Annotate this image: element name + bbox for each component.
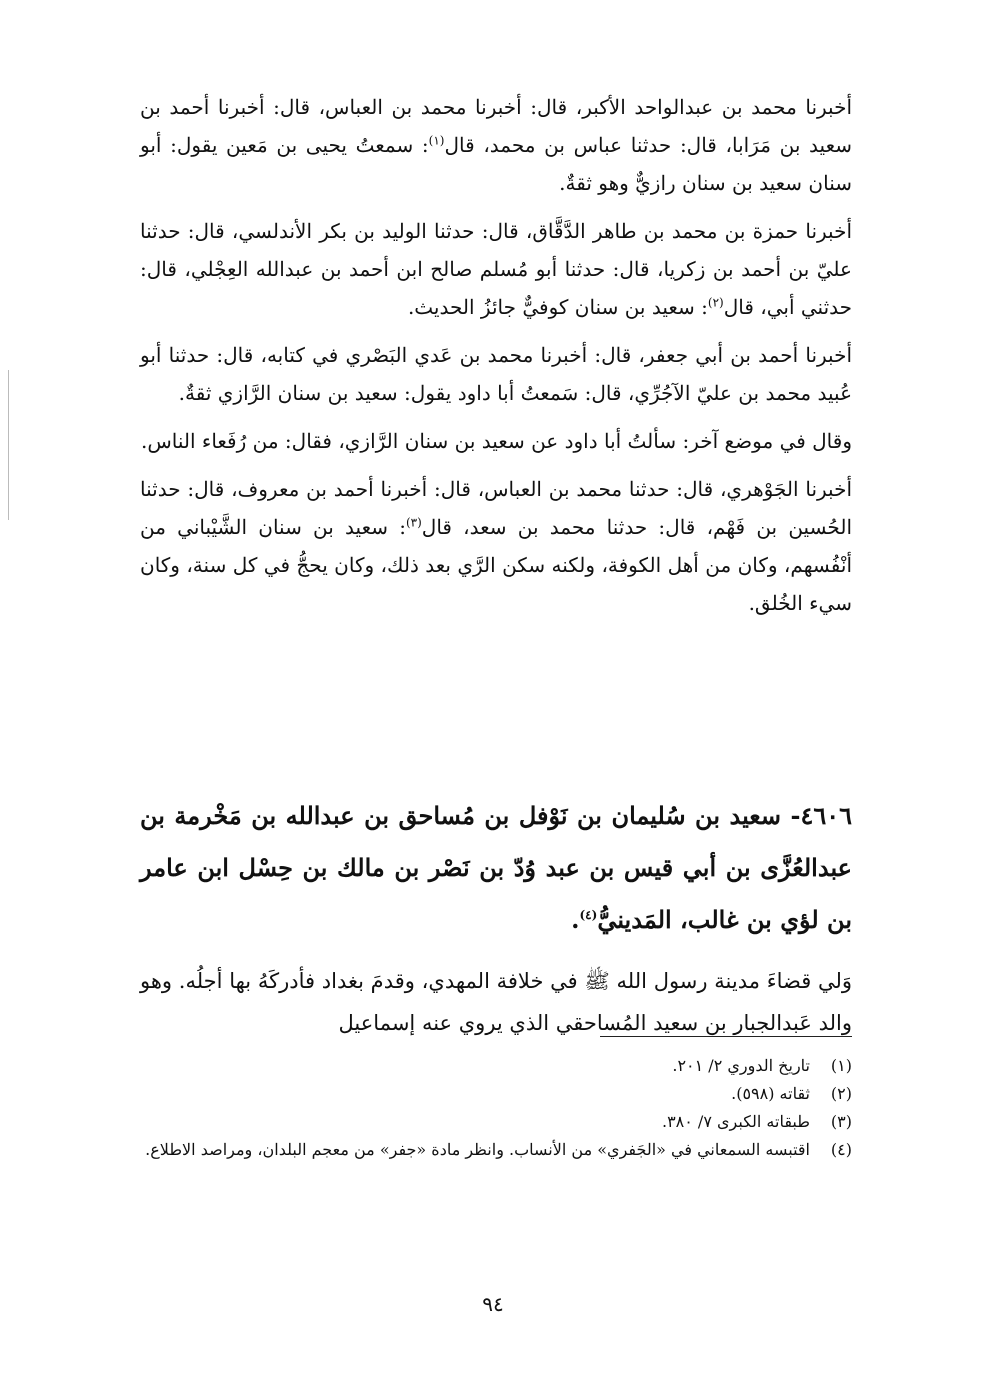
paragraph-5-text: أخبرنا الجَوْهري، قال: حدثنا محمد بن العباس، قال: أخبرنا أحمد بن معروف، قال: حدثنا الحُسين بن فَهْم، قال: حدثنا محمد بن سعد، قال <box>140 477 852 539</box>
footnote-number: (٤) <box>830 1140 852 1159</box>
footnote-ref-3[interactable]: (٣) <box>405 515 422 530</box>
footnote-3 <box>140 1108 852 1136</box>
footnote-text: اقتبسه السمعاني في «الجَفري» من الأنساب. وانظر مادة «جفر» من معجم البلدان، ومراصد الاطلاع. <box>145 1140 810 1159</box>
scan-edge-mark <box>8 370 9 520</box>
paragraph-2 <box>140 212 852 326</box>
footnote-number: (٢) <box>830 1084 852 1103</box>
paragraph-5-tail: : سعيد بن سنان الشَّيْباني من أنْفُسهم، وكان من أهل الكوفة، ولكنه سكن الرَّي بعد ذلك، وكان يحجُّ في كل سنة، وكان سيء الخُلق. <box>140 515 852 615</box>
paragraph-1 <box>140 88 852 202</box>
paragraph-2-tail: : سعيد بن سنان كوفيٌّ جائزُ الحديث. <box>407 295 708 319</box>
footnote-number: (١) <box>830 1056 852 1075</box>
paragraph-5 <box>140 470 852 622</box>
paragraph-3 <box>140 336 852 412</box>
main-text <box>140 88 852 622</box>
paragraph-3-text: أخبرنا أحمد بن أبي جعفر، قال: أخبرنا محمد بن عَدي البَصْري في كتابه، قال: حدثنا أبو عُبيد محمد بن عليّ الآجُرِّي، قال: سَمعتُ أبا داود يقول: سعيد بن سنان الرَّازي ثقةٌ. <box>140 343 853 405</box>
paragraph-1-text: أخبرنا محمد بن عبدالواحد الأكبر، قال: أخبرنا محمد بن العباس، قال: أخبرنا أحمد بن سعيد بن مَرَابا، قال: حدثنا عباس بن محمد، قال <box>140 95 852 157</box>
footnote-text: ثقاته (٥٩٨). <box>731 1084 810 1103</box>
footnote-ref-4[interactable]: (٤) <box>579 908 598 922</box>
paragraph-4-text: وقال في موضع آخر: سألتُ أبا داود عن سعيد بن سنان الرَّازي، فقال: من رُفَعاء الناس. <box>141 429 852 453</box>
entry-heading-text: ٤٦٠٦- سعيد بن سُليمان بن نَوْفل بن مُساحق بن عبدالله بن مَخْرمة بن عبدالعُزَّى بن أبي قيس بن عبد وُدّ بن نَصْر بن مالك بن حِسْل ابن عامر بن لؤي بن غالب، المَدينيُّ <box>140 801 853 934</box>
footnote-2 <box>140 1080 852 1108</box>
paragraph-2-text: أخبرنا حمزة بن محمد بن طاهر الدَّقَّاق، قال: حدثنا الوليد بن بكر الأندلسي، قال: حدثنا عليّ بن أحمد بن زكريا، قال: حدثنا أبو مُسلم صالح ابن أحمد بن عبدالله العِجْلي، قال: حدثني أبي، قال <box>140 219 852 319</box>
entry-section <box>140 790 852 1044</box>
footnote-number: (٣) <box>830 1112 852 1131</box>
footnote-text: طبقاته الكبرى ٧/ ٣٨٠. <box>661 1112 810 1131</box>
page-number: ٩٤ <box>482 1292 504 1316</box>
footnote-separator <box>600 1036 852 1037</box>
entry-heading-tail: . <box>571 905 580 934</box>
footnote-ref-1[interactable]: (١) <box>428 133 445 148</box>
entry-body: وَلي قضاءَ مدينة رسول الله ﷺ في خلافة المهدي، وقدمَ بغداد فأدركَهُ بها أجلُه. وهو والد عَبدالجبار بن سعيد المُساحقي الذي يروي عنه إسماعيل <box>140 969 852 1035</box>
entry-heading <box>140 790 852 946</box>
paragraph-4 <box>140 422 852 460</box>
footnote-4 <box>140 1136 852 1164</box>
paragraph-1-tail: : سمعتُ يحيى بن مَعين يقول: أبو سنان سعيد بن سنان رازيٌّ وهو ثقةٌ. <box>140 133 852 195</box>
footnote-text: تاريخ الدوري ٢/ ٢٠١. <box>672 1056 810 1075</box>
footnotes <box>140 1052 852 1164</box>
footnote-ref-2[interactable]: (٢) <box>707 295 724 310</box>
footnote-1 <box>140 1052 852 1080</box>
